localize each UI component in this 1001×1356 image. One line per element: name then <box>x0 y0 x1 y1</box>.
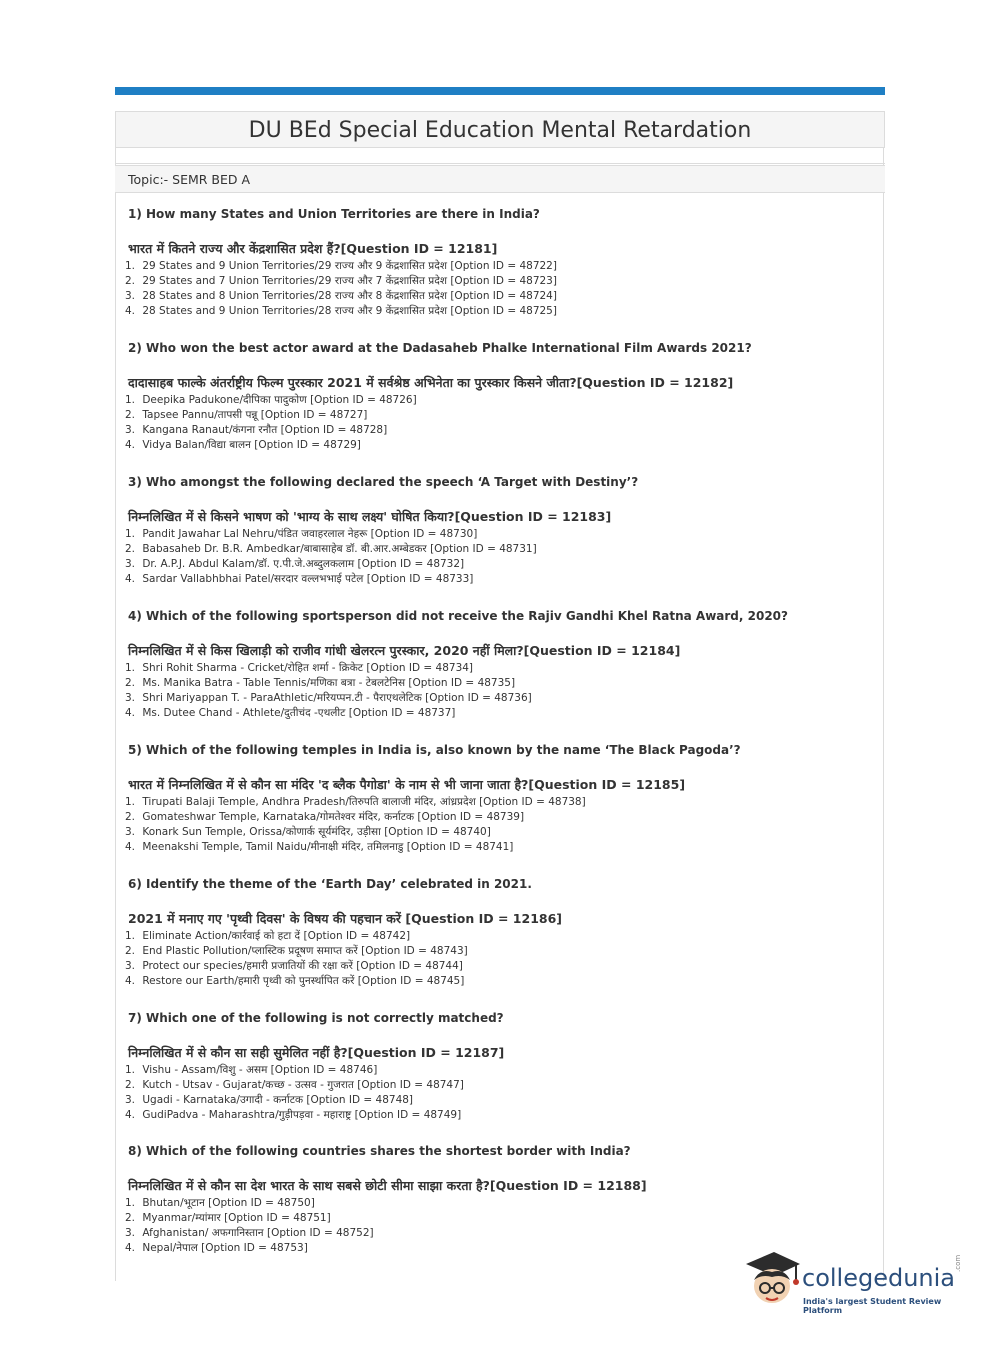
option-number: 1. <box>125 930 136 942</box>
option-text: Sardar Vallabhbhai Patel/सरदार वल्लभभाई पटेल [Option ID = 48733] <box>142 573 474 585</box>
option-text: Kangana Ranaut/कंगना रनौत [Option ID = 48728] <box>142 424 388 436</box>
option-item <box>125 438 868 453</box>
option-item <box>125 1211 868 1226</box>
option-text: Nepal/नेपाल [Option ID = 48753] <box>142 1242 308 1254</box>
question-hindi: निम्नलिखित में से कौन सा सही सुमेलित नहीं है?[Question ID = 12187] <box>128 1045 505 1060</box>
question-english: 8) Which of the following countries shares the shortest border with India? <box>128 1144 631 1158</box>
option-text: 29 States and 7 Union Territories/29 राज्य और 7 केंद्रशासित प्रदेश [Option ID = 48723] <box>142 275 557 287</box>
option-number: 2. <box>125 945 136 957</box>
question-hindi: निम्नलिखित में से किस खिलाड़ी को राजीव गांधी खेलरत्न पुरस्कार, 2020 नहीं मिला?[Question ID = 12184] <box>128 643 681 658</box>
option-text: Pandit Jawahar Lal Nehru/पंडित जवाहरलाल नेहरू [Option ID = 48730] <box>142 528 478 540</box>
option-text: Ugadi - Karnataka/उगादी - कर्नाटक [Option ID = 48748] <box>142 1094 414 1106</box>
topic-label: Topic:- SEMR BED A <box>115 165 885 193</box>
option-text: Tirupati Balaji Temple, Andhra Pradesh/तिरुपति बालाजी मंदिर, आंध्रप्रदेश [Option ID = 48738] <box>142 796 586 808</box>
question-block <box>125 338 868 453</box>
question-english: 3) Who amongst the following declared the speech ‘A Target with Destiny’? <box>128 475 639 489</box>
option-item <box>125 959 868 974</box>
option-text: Afghanistan/ अफगानिस्तान [Option ID = 48752] <box>142 1227 374 1239</box>
option-text: GudiPadva - Maharashtra/गुड़ीपड़वा - महाराष्ट्र [Option ID = 48749] <box>142 1109 462 1121</box>
brand-tagline: India's largest Student Review Platform <box>803 1297 942 1315</box>
option-number: 4. <box>125 841 136 853</box>
option-item <box>125 840 868 855</box>
option-number: 2. <box>125 677 136 689</box>
collegedunia-logo[interactable] <box>742 1250 972 1320</box>
option-number: 3. <box>125 290 136 302</box>
option-number: 1. <box>125 796 136 808</box>
option-text: Konark Sun Temple, Orissa/कोणार्क सूर्यमंदिर, उड़ीसा [Option ID = 48740] <box>142 826 491 838</box>
option-text: Shri Mariyappan T. - ParaAthletic/मरियप्पन.टी - पैराएथलेटिक [Option ID = 48736] <box>142 692 532 704</box>
brand-domain: .com <box>954 1254 962 1272</box>
page-title: DU BEd Special Education Mental Retardation <box>115 111 885 148</box>
option-item <box>125 259 868 274</box>
option-number: 3. <box>125 826 136 838</box>
question-block <box>125 1141 868 1256</box>
option-text: Ms. Manika Batra - Table Tennis/मणिका बत्रा - टेबलटेनिस [Option ID = 48735] <box>142 677 516 689</box>
option-item <box>125 1196 868 1211</box>
option-item <box>125 944 868 959</box>
top-accent-bar <box>115 87 885 95</box>
option-list <box>125 795 868 855</box>
option-item <box>125 557 868 572</box>
option-text: Vishu - Assam/विशु - असम [Option ID = 48746] <box>142 1064 378 1076</box>
option-number: 4. <box>125 573 136 585</box>
option-text: 28 States and 9 Union Territories/28 राज्य और 9 केंद्रशासित प्रदेश [Option ID = 48725] <box>142 305 557 317</box>
mascot-icon <box>742 1250 802 1314</box>
question-block <box>125 874 868 989</box>
question-english: 6) Identify the theme of the ‘Earth Day’ celebrated in 2021. <box>128 877 532 891</box>
option-item <box>125 795 868 810</box>
option-item <box>125 661 868 676</box>
option-number: 4. <box>125 305 136 317</box>
question-block <box>125 606 868 721</box>
option-number: 1. <box>125 528 136 540</box>
option-text: Kutch - Utsav - Gujarat/कच्छ - उत्सव - गुजरात [Option ID = 48747] <box>142 1079 464 1091</box>
option-number: 4. <box>125 707 136 719</box>
option-text: Deepika Padukone/दीपिका पादुकोण [Option ID = 48726] <box>142 394 417 406</box>
option-text: Eliminate Action/कार्रवाई को हटा दें [Option ID = 48742] <box>142 930 411 942</box>
option-item <box>125 929 868 944</box>
option-list <box>125 527 868 587</box>
question-hindi: निम्नलिखित में से कौन सा देश भारत के साथ सबसे छोटी सीमा साझा करता है?[Question ID = 12188] <box>128 1178 647 1193</box>
option-number: 2. <box>125 811 136 823</box>
option-number: 3. <box>125 692 136 704</box>
option-number: 2. <box>125 1079 136 1091</box>
option-number: 4. <box>125 1109 136 1121</box>
option-item <box>125 1063 868 1078</box>
option-item <box>125 1093 868 1108</box>
option-item <box>125 527 868 542</box>
question-block <box>125 472 868 587</box>
option-number: 3. <box>125 558 136 570</box>
brand-name: collegedunia <box>802 1264 956 1292</box>
question-english: 4) Which of the following sportsperson did not receive the Rajiv Gandhi Khel Ratna Award, 2020? <box>128 609 788 623</box>
option-number: 1. <box>125 1197 136 1209</box>
question-english: 5) Which of the following temples in India is, also known by the name ‘The Black Pagoda’? <box>128 743 741 757</box>
option-text: Shri Rohit Sharma - Cricket/रोहित शर्मा - क्रिकेट [Option ID = 48734] <box>142 662 474 674</box>
option-item <box>125 1226 868 1241</box>
option-item <box>125 423 868 438</box>
option-item <box>125 691 868 706</box>
option-item <box>125 1108 868 1123</box>
option-number: 2. <box>125 1212 136 1224</box>
option-number: 3. <box>125 960 136 972</box>
option-number: 3. <box>125 424 136 436</box>
option-text: Dr. A.P.J. Abdul Kalam/डॉ. ए.पी.जे.अब्दुलकलाम [Option ID = 48732] <box>142 558 465 570</box>
question-block <box>125 740 868 855</box>
option-list <box>125 393 868 453</box>
question-hindi: दादासाहब फाल्के अंतर्राष्ट्रीय फिल्म पुरस्कार 2021 में सर्वश्रेष्ठ अभिनेता का पुरस्कार किसने जीता?[Question ID = 12182] <box>128 375 734 390</box>
option-number: 1. <box>125 662 136 674</box>
option-text: End Plastic Pollution/प्लास्टिक प्रदूषण समाप्त करें [Option ID = 48743] <box>142 945 468 957</box>
option-item <box>125 393 868 408</box>
question-english: 2) Who won the best actor award at the Dadasaheb Phalke International Film Awards 2021? <box>128 341 752 355</box>
option-list <box>125 259 868 319</box>
option-number: 1. <box>125 1064 136 1076</box>
option-list <box>125 1196 868 1256</box>
option-number: 1. <box>125 394 136 406</box>
option-text: Meenakshi Temple, Tamil Naidu/मीनाक्षी मंदिर, तमिलनाडु [Option ID = 48741] <box>142 841 514 853</box>
option-item <box>125 408 868 423</box>
option-item <box>125 572 868 587</box>
option-text: Bhutan/भूटान [Option ID = 48750] <box>142 1197 315 1209</box>
option-number: 3. <box>125 1094 136 1106</box>
option-item <box>125 825 868 840</box>
option-number: 4. <box>125 1242 136 1254</box>
option-text: 28 States and 8 Union Territories/28 राज्य और 8 केंद्रशासित प्रदेश [Option ID = 48724] <box>142 290 557 302</box>
question-hindi: निम्नलिखित में से किसने भाषण को 'भाग्य के साथ लक्ष्य' घोषित किया?[Question ID = 12183] <box>128 509 612 524</box>
option-text: Gomateshwar Temple, Karnataka/गोमतेश्वर मंदिर, कर्नाटक [Option ID = 48739] <box>142 811 525 823</box>
option-text: Restore our Earth/हमारी पृथ्वी को पुनर्स्थापित करें [Option ID = 48745] <box>142 975 465 987</box>
option-list <box>125 661 868 721</box>
option-text: Babasaheb Dr. B.R. Ambedkar/बाबासाहेब डॉ. बी.आर.अम्बेडकर [Option ID = 48731] <box>142 543 537 555</box>
option-number: 4. <box>125 439 136 451</box>
option-number: 2. <box>125 543 136 555</box>
option-list <box>125 929 868 989</box>
question-hindi: 2021 में मनाए गए 'पृथ्वी दिवस' के विषय की पहचान करें [Question ID = 12186] <box>128 911 563 926</box>
option-item <box>125 706 868 721</box>
question-english: 1) How many States and Union Territories are there in India? <box>128 207 540 221</box>
option-number: 1. <box>125 260 136 272</box>
option-item <box>125 974 868 989</box>
question-english: 7) Which one of the following is not correctly matched? <box>128 1011 504 1025</box>
option-item <box>125 289 868 304</box>
option-number: 3. <box>125 1227 136 1239</box>
option-number: 2. <box>125 409 136 421</box>
option-item <box>125 676 868 691</box>
option-item <box>125 274 868 289</box>
option-item <box>125 542 868 557</box>
question-block <box>125 204 868 319</box>
title-spacer <box>115 148 885 164</box>
option-text: Tapsee Pannu/तापसी पन्नू [Option ID = 48727] <box>142 409 368 421</box>
option-text: 29 States and 9 Union Territories/29 राज्य और 9 केंद्रशासित प्रदेश [Option ID = 48722] <box>142 260 557 272</box>
question-block <box>125 1008 868 1123</box>
option-number: 4. <box>125 975 136 987</box>
question-hindi: भारत में निम्नलिखित में से कौन सा मंदिर 'द ब्लैक पैगोडा' के नाम से भी जाना जाता है?[Question ID = 12185] <box>128 777 686 792</box>
option-number: 2. <box>125 275 136 287</box>
option-text: Vidya Balan/विद्या बालन [Option ID = 48729] <box>142 439 361 451</box>
option-text: Protect our species/हमारी प्रजातियों की रक्षा करें [Option ID = 48744] <box>142 960 463 972</box>
option-item <box>125 1078 868 1093</box>
option-list <box>125 1063 868 1123</box>
option-item <box>125 810 868 825</box>
option-text: Myanmar/म्यांमार [Option ID = 48751] <box>142 1212 331 1224</box>
option-item <box>125 304 868 319</box>
option-text: Ms. Dutee Chand - Athlete/दुतीचंद -एथलीट [Option ID = 48737] <box>142 707 456 719</box>
question-hindi: भारत में कितने राज्य और केंद्रशासित प्रदेश हैं?[Question ID = 12181] <box>128 241 498 256</box>
